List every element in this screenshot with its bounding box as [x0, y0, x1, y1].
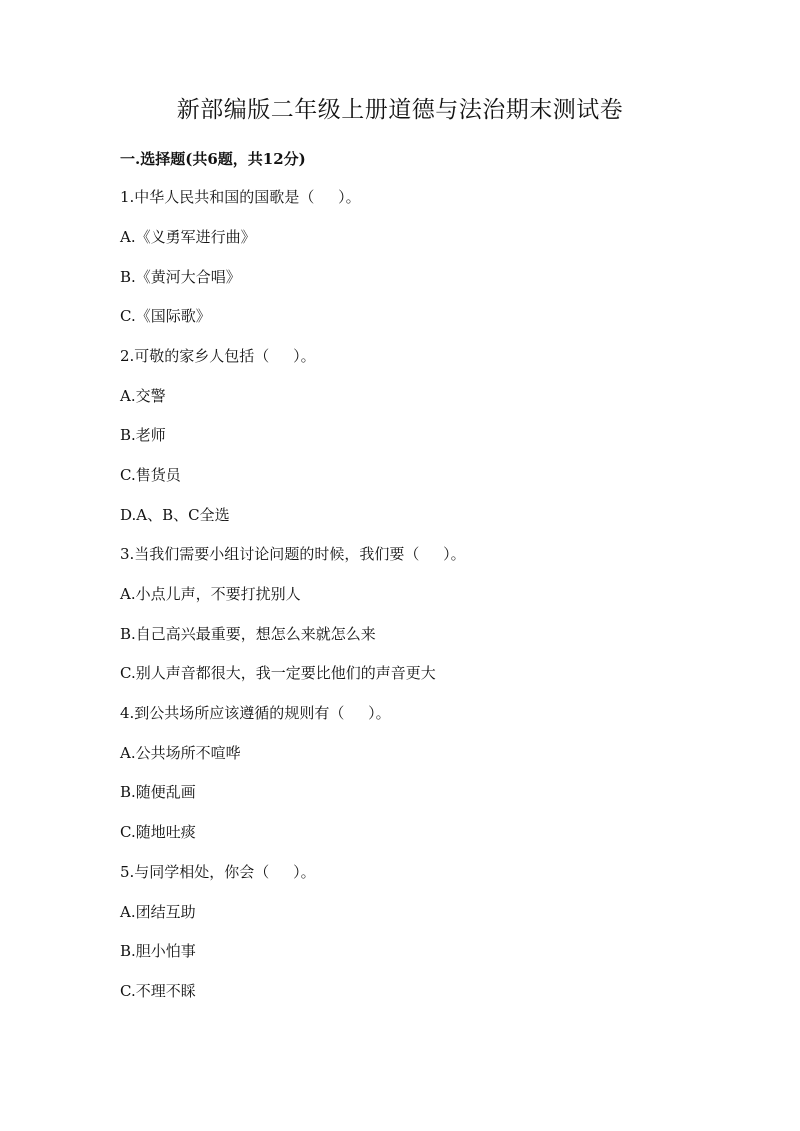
- question-2-option-d: D.A、B、C全选: [120, 506, 230, 524]
- question-1-option-b: B.《黄河大合唱》: [120, 268, 241, 286]
- question-2-stem: 2.可敬的家乡人包括（ ）。: [120, 347, 316, 365]
- section-heading: 一.选择题(共6题，共12分): [120, 150, 306, 168]
- question-3-option-c: C.别人声音都很大，我一定要比他们的声音更大: [120, 664, 436, 682]
- question-5-stem: 5.与同学相处，你会（ ）。: [120, 863, 316, 881]
- question-1-option-c: C.《国际歌》: [120, 307, 211, 325]
- question-4-option-c: C.随地吐痰: [120, 823, 196, 841]
- question-3-option-b: B.自己高兴最重要，想怎么来就怎么来: [120, 625, 376, 643]
- question-2-option-b: B.老师: [120, 426, 166, 444]
- question-2-option-c: C.售货员: [120, 466, 181, 484]
- question-5-option-b: B.胆小怕事: [120, 942, 196, 960]
- question-3-stem: 3.当我们需要小组讨论问题的时候，我们要（ ）。: [120, 545, 466, 563]
- question-3-option-a: A.小点儿声，不要打扰别人: [120, 585, 301, 603]
- question-4-option-b: B.随便乱画: [120, 783, 196, 801]
- page-title: 新部编版二年级上册道德与法治期末测试卷: [176, 97, 624, 123]
- question-2-option-a: A.交警: [120, 387, 166, 405]
- question-5-option-a: A.团结互助: [120, 903, 196, 921]
- question-5-option-c: C.不理不睬: [120, 982, 196, 1000]
- question-4-stem: 4.到公共场所应该遵循的规则有（ ）。: [120, 704, 391, 722]
- question-1-option-a: A.《义勇军进行曲》: [120, 228, 256, 246]
- question-1-stem: 1.中华人民共和国的国歌是（ ）。: [120, 188, 361, 206]
- question-4-option-a: A.公共场所不喧哗: [120, 744, 241, 762]
